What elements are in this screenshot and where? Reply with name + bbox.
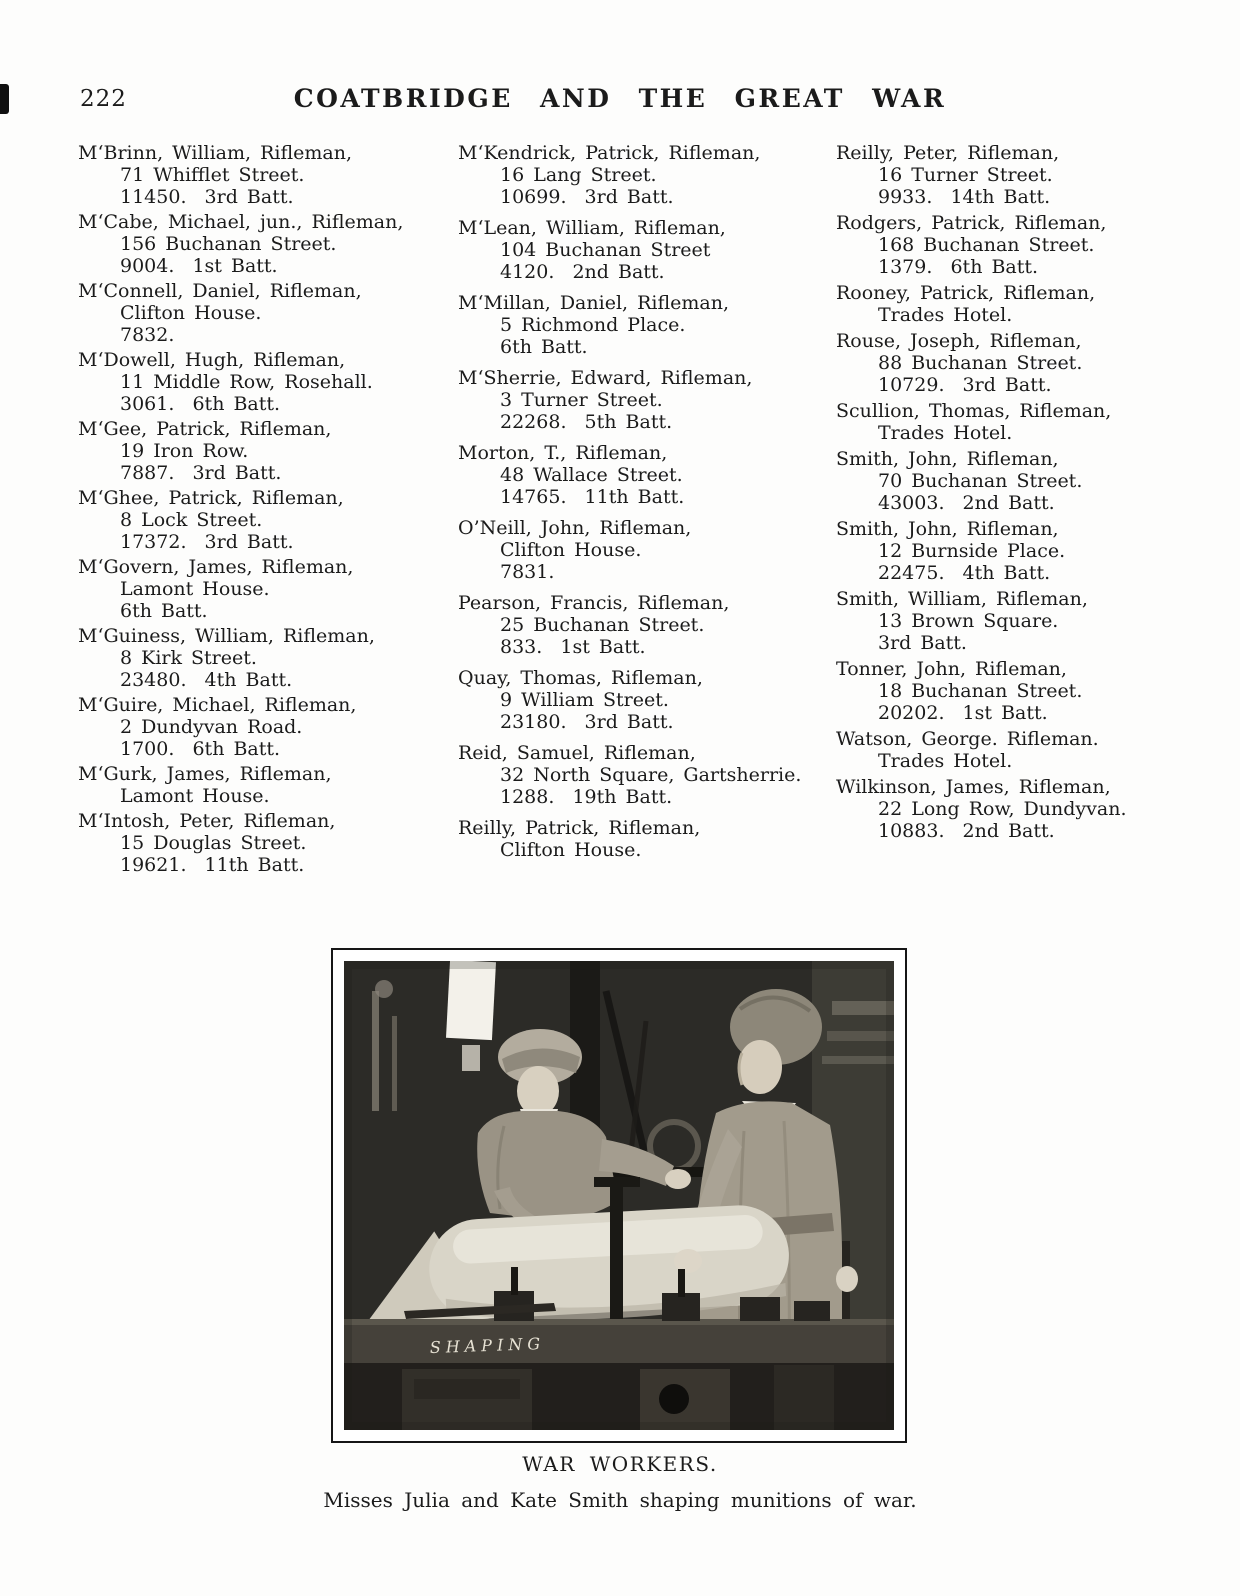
roll-entry-name: Reilly, Peter, Rifleman, xyxy=(836,142,1060,164)
roll-entry-detail: Trades Hotel. xyxy=(878,750,1013,772)
roll-entry-detail: 6th Batt. xyxy=(120,600,208,622)
roll-entry-name: Smith, John, Rifleman, xyxy=(836,448,1059,470)
roll-entry-name: M‘Ghee, Patrick, Rifleman, xyxy=(78,487,344,509)
roll-entry-detail: 32 North Square, Gartsherrie. xyxy=(500,764,802,786)
roll-entry xyxy=(836,142,1166,208)
roll-entry-detail: 4120. 2nd Batt. xyxy=(500,261,665,283)
roll-entry-name: Quay, Thomas, Rifleman, xyxy=(458,667,703,689)
roll-entry-detail: 16 Turner Street. xyxy=(878,164,1053,186)
war-workers-photo xyxy=(344,961,894,1430)
roll-entry-name: Rouse, Joseph, Rifleman, xyxy=(836,330,1082,352)
roll-entry-detail: 22 Long Row, Dundyvan. xyxy=(878,798,1127,820)
roll-entry xyxy=(78,694,450,760)
roll-entry xyxy=(458,292,833,358)
roll-entry-detail: Lamont House. xyxy=(120,578,270,600)
roll-entry-detail: 8 Lock Street. xyxy=(120,509,263,531)
photo-frame xyxy=(331,948,907,1443)
roll-entry xyxy=(78,487,450,553)
roll-entry-name: M‘Dowell, Hugh, Rifleman, xyxy=(78,349,346,371)
roll-entry xyxy=(78,211,450,277)
roll-entry-detail: 14765. 11th Batt. xyxy=(500,486,685,508)
roll-entry-name: M‘Lean, William, Rifleman, xyxy=(458,217,726,239)
roll-entry xyxy=(78,625,450,691)
roll-entry xyxy=(836,776,1166,842)
roll-entry xyxy=(836,658,1166,724)
roll-entry-name: M‘Millan, Daniel, Rifleman, xyxy=(458,292,730,314)
roll-column-1 xyxy=(78,142,450,879)
roll-entry-detail: 3rd Batt. xyxy=(878,632,967,654)
roll-entry-detail: 23480. 4th Batt. xyxy=(120,669,293,691)
roll-entry-detail: 13 Brown Square. xyxy=(878,610,1059,632)
roll-entry-detail: 19 Iron Row. xyxy=(120,440,249,462)
roll-entry-name: Rodgers, Patrick, Rifleman, xyxy=(836,212,1107,234)
roll-entry-detail: 833. 1st Batt. xyxy=(500,636,646,658)
roll-entry-detail: 1700. 6th Batt. xyxy=(120,738,281,760)
roll-entry xyxy=(836,330,1166,396)
roll-entry-detail: 104 Buchanan Street xyxy=(500,239,711,261)
roll-entry-detail: Clifton House. xyxy=(500,539,642,561)
roll-entry xyxy=(458,742,833,808)
roll-entry-name: Wilkinson, James, Rifleman, xyxy=(836,776,1111,798)
roll-entry-name: M‘Intosh, Peter, Rifleman, xyxy=(78,810,336,832)
roll-entry-detail: 23180. 3rd Batt. xyxy=(500,711,674,733)
roll-entry-detail: 17372. 3rd Batt. xyxy=(120,531,294,553)
roll-entry-detail: 156 Buchanan Street. xyxy=(120,233,337,255)
roll-entry-name: M‘Guire, Michael, Rifleman, xyxy=(78,694,357,716)
roll-entry xyxy=(78,810,450,876)
bench-inscription: SHAPING xyxy=(429,1333,546,1357)
roll-entry-detail: 10883. 2nd Batt. xyxy=(878,820,1055,842)
roll-entry-detail: Trades Hotel. xyxy=(878,304,1013,326)
roll-entry-detail: 2 Dundyvan Road. xyxy=(120,716,303,738)
roll-entry-detail: 10729. 3rd Batt. xyxy=(878,374,1052,396)
roll-entry-detail: 5 Richmond Place. xyxy=(500,314,686,336)
roll-entry-detail: 3 Turner Street. xyxy=(500,389,663,411)
roll-entry-detail: 48 Wallace Street. xyxy=(500,464,683,486)
roll-entry xyxy=(836,282,1166,326)
roll-entry-name: M‘Cabe, Michael, jun., Rifleman, xyxy=(78,211,404,233)
roll-entry-detail: Clifton House. xyxy=(120,302,262,324)
roll-entry xyxy=(458,442,833,508)
roll-entry-detail: 18 Buchanan Street. xyxy=(878,680,1083,702)
roll-entry-detail: 9 William Street. xyxy=(500,689,669,711)
roll-entry xyxy=(78,418,450,484)
roll-entry xyxy=(836,212,1166,278)
roll-entry xyxy=(458,817,833,861)
roll-entry-detail: 3061. 6th Batt. xyxy=(120,393,281,415)
roll-entry xyxy=(836,448,1166,514)
roll-entry-detail: 16 Lang Street. xyxy=(500,164,657,186)
roll-entry-name: Smith, John, Rifleman, xyxy=(836,518,1059,540)
roll-entry-detail: 12 Burnside Place. xyxy=(878,540,1066,562)
roll-entry-name: M‘Gee, Patrick, Rifleman, xyxy=(78,418,332,440)
roll-entry-detail: 22475. 4th Batt. xyxy=(878,562,1051,584)
roll-entry-name: M‘Connell, Daniel, Rifleman, xyxy=(78,280,362,302)
roll-entry-detail: 6th Batt. xyxy=(500,336,588,358)
roll-entry-detail: 20202. 1st Batt. xyxy=(878,702,1048,724)
roll-entry-detail: 71 Whifflet Street. xyxy=(120,164,305,186)
page-title: COATBRIDGE AND THE GREAT WAR xyxy=(293,84,947,113)
roll-entry-detail: 19621. 11th Batt. xyxy=(120,854,305,876)
roll-entry-detail: 25 Buchanan Street. xyxy=(500,614,705,636)
roll-entry xyxy=(836,518,1166,584)
roll-entry-name: Reilly, Patrick, Rifleman, xyxy=(458,817,701,839)
roll-entry-detail: 10699. 3rd Batt. xyxy=(500,186,674,208)
photo-caption-subtitle: Misses Julia and Kate Smith shaping munitions of war. xyxy=(323,1488,917,1512)
roll-entry xyxy=(836,728,1166,772)
war-workers-photo-art xyxy=(344,961,894,1430)
roll-entry-detail: Lamont House. xyxy=(120,785,270,807)
roll-entry xyxy=(78,556,450,622)
roll-entry-detail: 7831. xyxy=(500,561,555,583)
roll-column-2 xyxy=(458,142,833,870)
roll-entry-name: Rooney, Patrick, Rifleman, xyxy=(836,282,1096,304)
roll-entry-detail: 7832. xyxy=(120,324,175,346)
roll-entry-detail: 1288. 19th Batt. xyxy=(500,786,673,808)
roll-entry-name: M‘Sherrie, Edward, Rifleman, xyxy=(458,367,753,389)
roll-entry-name: Pearson, Francis, Rifleman, xyxy=(458,592,730,614)
roll-entry-detail: Clifton House. xyxy=(500,839,642,861)
roll-entry-detail: 22268. 5th Batt. xyxy=(500,411,673,433)
roll-entry-name: M‘Gurk, James, Rifleman, xyxy=(78,763,332,785)
roll-entry-name: M‘Brinn, William, Rifleman, xyxy=(78,142,353,164)
roll-entry xyxy=(836,588,1166,654)
roll-entry-detail: 168 Buchanan Street. xyxy=(878,234,1095,256)
roll-entry-name: Watson, George. Rifleman. xyxy=(836,728,1099,750)
roll-entry xyxy=(458,667,833,733)
roll-entry xyxy=(78,763,450,807)
roll-entry xyxy=(458,217,833,283)
page-number: 222 xyxy=(80,86,127,112)
roll-entry xyxy=(78,349,450,415)
roll-entry-detail: 1379. 6th Batt. xyxy=(878,256,1039,278)
roll-entry-name: M‘Govern, James, Rifleman, xyxy=(78,556,354,578)
roll-entry-name: Tonner, John, Rifleman, xyxy=(836,658,1067,680)
roll-entry xyxy=(458,592,833,658)
roll-entry-name: Smith, William, Rifleman, xyxy=(836,588,1088,610)
roll-entry-detail: 8 Kirk Street. xyxy=(120,647,257,669)
roll-entry xyxy=(458,517,833,583)
roll-entry-detail: 43003. 2nd Batt. xyxy=(878,492,1055,514)
roll-entry-name: Reid, Samuel, Rifleman, xyxy=(458,742,696,764)
roll-entry-name: M‘Guiness, William, Rifleman, xyxy=(78,625,375,647)
roll-column-3 xyxy=(836,142,1166,846)
roll-entry-detail: 70 Buchanan Street. xyxy=(878,470,1083,492)
roll-entry xyxy=(78,142,450,208)
roll-entry-name: M‘Kendrick, Patrick, Rifleman, xyxy=(458,142,761,164)
roll-entry-detail: 9004. 1st Batt. xyxy=(120,255,278,277)
photo-caption-title: WAR WORKERS. xyxy=(522,1452,718,1476)
roll-entry-detail: 11450. 3rd Batt. xyxy=(120,186,294,208)
roll-entry-detail: 11 Middle Row, Rosehall. xyxy=(120,371,373,393)
roll-entry-detail: 88 Buchanan Street. xyxy=(878,352,1083,374)
roll-entry xyxy=(836,400,1166,444)
roll-entry-detail: 9933. 14th Batt. xyxy=(878,186,1051,208)
roll-entry-detail: 7887. 3rd Batt. xyxy=(120,462,282,484)
roll-entry-detail: 15 Douglas Street. xyxy=(120,832,307,854)
roll-entry xyxy=(78,280,450,346)
roll-entry-detail: Trades Hotel. xyxy=(878,422,1013,444)
roll-entry-name: Morton, T., Rifleman, xyxy=(458,442,668,464)
roll-entry xyxy=(458,367,833,433)
roll-entry xyxy=(458,142,833,208)
roll-entry-name: O’Neill, John, Rifleman, xyxy=(458,517,692,539)
roll-entry-name: Scullion, Thomas, Rifleman, xyxy=(836,400,1112,422)
